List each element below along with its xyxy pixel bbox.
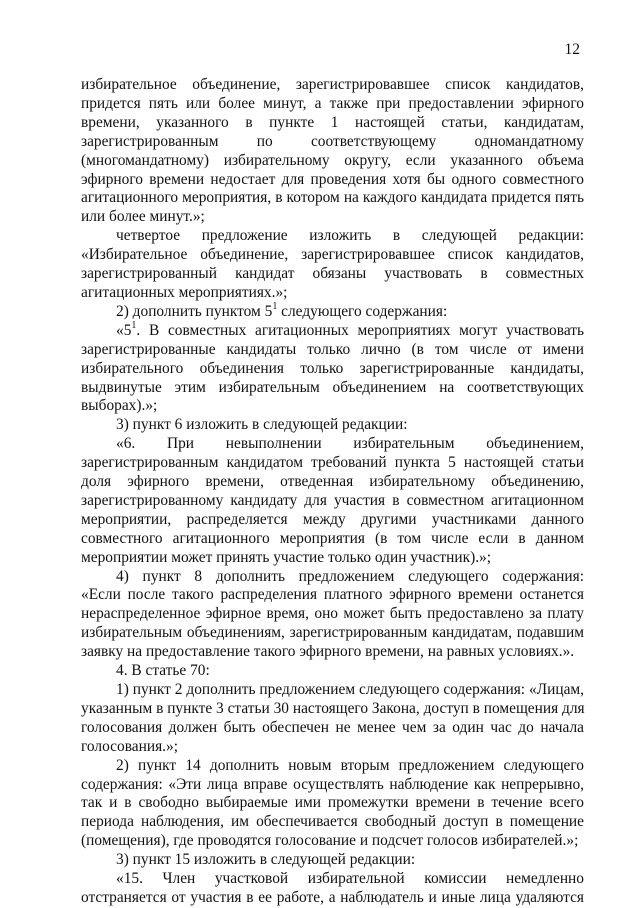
- text-line-content: избирательного объединения только зарегистрированные кандидаты,: [81, 359, 584, 377]
- text-line-content: голосования.»;: [81, 737, 178, 755]
- text-line: [81, 76, 584, 95]
- text-line: [81, 530, 584, 549]
- text-line: [81, 454, 584, 473]
- text-line-content: указанным в пункте 3 статьи 30 настоящего Закона, доступ в помещения для: [81, 699, 585, 717]
- superscript: 1: [272, 300, 278, 312]
- text-line-content: «15. Член участковой избирательной комиссии немедленно: [116, 870, 584, 888]
- text-line-content: содержания: «Эти лица вправе осуществлять наблюдение как непрерывно,: [81, 775, 584, 793]
- text-line: [81, 435, 584, 454]
- text-line-content: (помещения), где проводятся голосование и подсчет голосов избирателей.»;: [81, 832, 579, 850]
- document-body: [81, 76, 584, 908]
- text-line: [81, 114, 584, 133]
- text-line-content: зарегистрированным кандидатом требований пункта 5 настоящей статьи: [81, 454, 584, 472]
- text-line-content: голосования должен быть обеспечен не менее чем за один час до начала: [81, 718, 584, 736]
- text-line: [81, 757, 584, 776]
- text-line-content: 3) пункт 15 изложить в следующей редакции:: [116, 851, 416, 869]
- text-line-content: выборах).»;: [81, 397, 158, 415]
- text-line-content: 4) пункт 8 дополнить предложением следующего содержания:: [116, 567, 584, 585]
- text-line-content: заявку на предоставление такого эфирного времени, на равных условиях.».: [81, 643, 575, 661]
- text-line: [81, 133, 584, 152]
- text-line-content: придется пять или более минут, а также при предоставлении эфирного: [81, 94, 584, 112]
- text-line: [81, 511, 584, 530]
- text-line: [81, 189, 584, 208]
- text-line: [81, 397, 584, 416]
- text-line-content: выдвинутые этим избирательным объединением на соответствующих: [81, 378, 584, 396]
- text-line-content: времени, указанного в пункте 1 настоящей статьи, кандидатам,: [81, 113, 584, 131]
- text-line: [81, 586, 584, 605]
- text-line-content: мероприятии может принять участие только один участник).»;: [81, 548, 492, 566]
- text-line: [81, 568, 584, 587]
- text-line-tail: следующего содержания:: [277, 302, 448, 320]
- text-line: [81, 284, 584, 303]
- text-line: [81, 246, 584, 265]
- text-line-tail: . В совместных агитационных мероприятиях могут участвовать: [136, 321, 584, 339]
- text-line: [81, 643, 584, 662]
- text-line: [81, 605, 584, 624]
- text-line-content: 3) пункт 6 изложить в следующей редакции:: [116, 416, 408, 434]
- page-number: 12: [564, 41, 580, 58]
- text-line: [81, 300, 584, 322]
- text-line-content: мероприятии, распределяется между другими участниками данного: [81, 510, 584, 528]
- text-line: [81, 889, 584, 908]
- text-line-content: избирательным объединениям, зарегистрированным кандидатам, подавшим: [81, 624, 584, 642]
- text-line-content: зарегистрированные кандидаты только лично (в том числе от имени: [81, 340, 584, 358]
- text-line-content: (многомандатному) избирательному округу, если указанного объема: [81, 151, 584, 169]
- text-line-content: нераспределенное эфирное время, оно может быть предоставлено за плату: [81, 605, 584, 623]
- text-line: [81, 738, 584, 757]
- text-line: [81, 662, 584, 681]
- text-line: [81, 719, 584, 738]
- text-line-content: 1) пункт 2 дополнить предложением следующего содержания: «Лицам,: [116, 681, 584, 698]
- text-line-content: 2) пункт 14 дополнить новым вторым предложением следующего: [116, 756, 584, 774]
- text-line-content: «5: [116, 321, 132, 339]
- text-line-content: 4. В статье 70:: [116, 662, 210, 680]
- text-line: [81, 208, 584, 227]
- text-line-content: совместного агитационного мероприятия (в том числе если в данном: [81, 529, 584, 547]
- text-line-content: зарегистрированный кандидат обязаны участвовать в совместных: [81, 265, 584, 283]
- text-line: [81, 492, 584, 511]
- text-line-content: эфирного времени недостает для проведения хотя бы одного совместного: [81, 170, 584, 188]
- text-line: [81, 319, 584, 341]
- text-line: [81, 776, 584, 795]
- text-line: [81, 341, 584, 360]
- text-line: [81, 416, 584, 435]
- text-line: [81, 813, 584, 832]
- text-line-content: зарегистрированному кандидату для участия в совместном агитационном: [81, 491, 584, 509]
- text-line: [81, 360, 584, 379]
- text-line-content: избирательное объединение, зарегистрировавшее список кандидатов,: [81, 76, 584, 93]
- text-line-content: «Избирательное объединение, зарегистрировавшее список кандидатов,: [81, 246, 584, 264]
- text-line-content: доля эфирного времени, отведенная избирательному объединению,: [81, 473, 584, 491]
- text-line: [81, 681, 584, 700]
- text-line: [81, 624, 584, 643]
- superscript: 1: [131, 319, 137, 331]
- text-line-content: агитационного мероприятия, в котором на каждого кандидата придется пять: [81, 189, 584, 207]
- text-line-content: четвертое предложение изложить в следующей редакции:: [116, 227, 584, 245]
- text-line-content: 2) дополнить пунктом 5: [116, 302, 273, 320]
- text-line: [81, 700, 584, 719]
- text-line: [81, 794, 584, 813]
- text-line: [81, 549, 584, 568]
- text-line-content: «Если после такого распределения платного эфирного времени останется: [81, 586, 584, 604]
- text-line-content: «6. При невыполнении избирательным объединением,: [116, 435, 584, 453]
- text-line: [81, 870, 584, 889]
- text-line: [81, 95, 584, 114]
- text-line-content: периода наблюдения, им обеспечивается свободный доступ в помещение: [81, 813, 584, 831]
- text-line: [81, 379, 584, 398]
- text-line: [81, 265, 584, 284]
- text-line: [81, 171, 584, 190]
- text-line-content: отстраняется от участия в ее работе, а наблюдатель и иные лица удаляются: [81, 888, 584, 906]
- text-line-content: или более минут.»;: [81, 208, 205, 226]
- text-line: [81, 832, 584, 851]
- text-line: [81, 152, 584, 171]
- text-line: [81, 851, 584, 870]
- text-line: [81, 473, 584, 492]
- text-line: [81, 227, 584, 246]
- text-line-content: так и в свободно выбираемые ими промежутки времени в течение всего: [81, 794, 584, 812]
- text-line-content: агитационных мероприятиях.»;: [81, 283, 288, 301]
- text-line-content: зарегистрированным по соответствующему одномандатному: [81, 132, 584, 150]
